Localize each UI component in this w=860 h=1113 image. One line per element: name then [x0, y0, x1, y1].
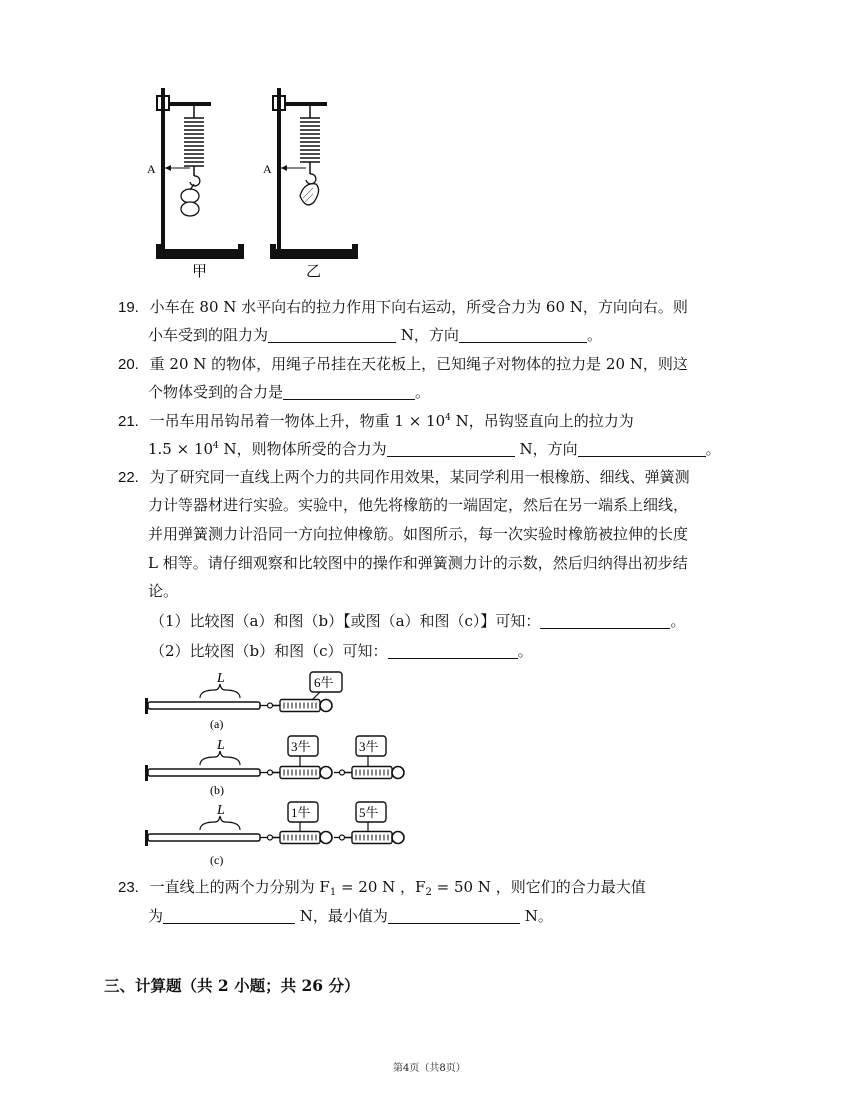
- rubber-figure-a: [145, 671, 342, 731]
- q19-answer-blank-1[interactable]: [268, 326, 396, 343]
- q21-exp-1: 4: [445, 413, 451, 423]
- caption-yi: 乙: [306, 264, 322, 280]
- marker-a-left: A: [147, 162, 156, 176]
- q22-sub1: [150, 610, 685, 632]
- q23-answer-blank-min[interactable]: [388, 907, 520, 924]
- reading-c-1: 1牛: [291, 805, 311, 820]
- caption-a: (a): [210, 717, 224, 731]
- q22-sub2-answer-blank[interactable]: [388, 642, 518, 659]
- rubber-figure-b: [145, 736, 404, 797]
- q23-text-1b: = 20 N ，F: [336, 878, 426, 896]
- q22-text-5: 论。: [148, 582, 179, 600]
- q21-exp-2: 4: [213, 441, 219, 451]
- q23-line1: [118, 876, 646, 899]
- q21-number: 21.: [118, 413, 139, 430]
- stand-jia: [147, 88, 244, 280]
- q23-text-2b: N，最小值为: [299, 907, 388, 925]
- q21-text-2d: 。: [705, 440, 721, 458]
- q22-line5: [148, 580, 178, 602]
- q21-answer-blank-1[interactable]: [387, 440, 515, 457]
- length-label-c: L: [217, 803, 225, 818]
- q22-line2: [148, 494, 688, 516]
- q20-text-2a: 个物体受到的合力是: [148, 383, 284, 401]
- q19-line1: [118, 296, 688, 319]
- q22-line4: [148, 552, 688, 574]
- rubber-band-figure: [140, 670, 410, 870]
- reading-a-1: 6牛: [314, 675, 334, 690]
- q19-text-2c: 。: [586, 326, 602, 344]
- q23-text-1c: = 50 N ，则它们的合力最大值: [431, 878, 646, 896]
- q21-text-1b: N，吊钩竖直向上的拉力为: [450, 412, 634, 430]
- q21-answer-blank-2[interactable]: [578, 440, 706, 457]
- q21-text-2a: 1.5 × 10: [148, 440, 214, 458]
- q22-line3: [148, 523, 688, 545]
- length-label-b: L: [217, 738, 225, 753]
- q23-answer-blank-max[interactable]: [163, 907, 295, 924]
- q21-text-2c: N，方向: [519, 440, 578, 458]
- q22-text-2: 力计等器材进行实验。实验中，他先将橡筋的一端固定，然后在另一端系上细线，: [148, 496, 689, 514]
- q23-line2: [148, 905, 553, 927]
- q23-number: 23.: [118, 879, 139, 896]
- stand-yi: [263, 88, 358, 280]
- q22-text-1: 为了研究同一直线上两个力的共同作用效果，某同学利用一根橡筋、细线、弹簧测: [149, 468, 690, 486]
- q22-sub1-answer-blank[interactable]: [540, 612, 670, 629]
- q23-f2-sub: 2: [425, 887, 432, 898]
- q19-line2: [148, 324, 602, 346]
- q23-text-2c: N。: [524, 907, 553, 925]
- q19-text-2a: 小车受到的阻力为: [148, 326, 269, 344]
- page-footer: 第4页（共8页）: [393, 1063, 466, 1074]
- q21-line1: [118, 410, 634, 433]
- q21-text-2b: N，则物体所受的合力为: [218, 440, 387, 458]
- reading-c-2: 5牛: [359, 805, 379, 820]
- section-3-title: 三、计算题（共 2 小题；共 26 分）: [104, 976, 360, 995]
- caption-c: (c): [210, 853, 224, 867]
- marker-a-right: A: [263, 162, 272, 176]
- length-label-a: L: [217, 671, 225, 686]
- spring-stand-figure: [140, 84, 360, 284]
- q20-number: 20.: [118, 356, 139, 373]
- q19-number: 19.: [118, 299, 139, 316]
- q23-text-1a: 一直线上的两个力分别为 F: [149, 878, 330, 896]
- q22-number: 22.: [118, 469, 139, 486]
- q22-text-3: 并用弹簧测力计沿同一方向拉伸橡筋。如图所示，每一次实验时橡筋被拉伸的长度: [148, 525, 689, 543]
- q23-f1-sub: 1: [329, 887, 337, 898]
- q22-text-4: L 相等。请仔细观察和比较图中的操作和弹簧测力计的示数，然后归纳得出初步结: [148, 554, 688, 572]
- q22-sub1-end: 。: [670, 612, 686, 630]
- q19-answer-blank-2[interactable]: [459, 326, 587, 343]
- q19-text-2b: N，方向: [400, 326, 459, 344]
- reading-b-1: 3牛: [291, 739, 311, 754]
- q23-text-2a: 为: [148, 907, 164, 925]
- reading-b-2: 3牛: [359, 739, 379, 754]
- q22-sub1-text: （1）比较图（a）和图（b）【或图（a）和图（c）】可知：: [150, 612, 541, 630]
- q20-answer-blank[interactable]: [283, 383, 415, 400]
- q19-text-1: 小车在 80 N 水平向右的拉力作用下向右运动，所受合力为 60 N，方向向右。则: [149, 298, 688, 316]
- q20-line2: [148, 381, 430, 403]
- rubber-figure-c: [145, 802, 404, 867]
- q20-line1: [118, 353, 688, 376]
- q20-text-2b: 。: [415, 383, 431, 401]
- caption-jia: 甲: [192, 264, 208, 280]
- q21-text-1a: 一吊车用吊钩吊着一物体上升，物重 1 × 10: [149, 412, 446, 430]
- q22-sub2-end: 。: [517, 642, 533, 660]
- q22-sub2-text: （2）比较图（b）和图（c）可知：: [150, 642, 388, 660]
- q21-line2: [148, 438, 721, 460]
- caption-b: (b): [210, 783, 224, 797]
- q22-sub2: [150, 640, 533, 662]
- q20-text-1: 重 20 N 的物体，用绳子吊挂在天花板上，已知绳子对物体的拉力是 20 N，则这: [149, 355, 688, 373]
- q22-line1: [118, 466, 690, 489]
